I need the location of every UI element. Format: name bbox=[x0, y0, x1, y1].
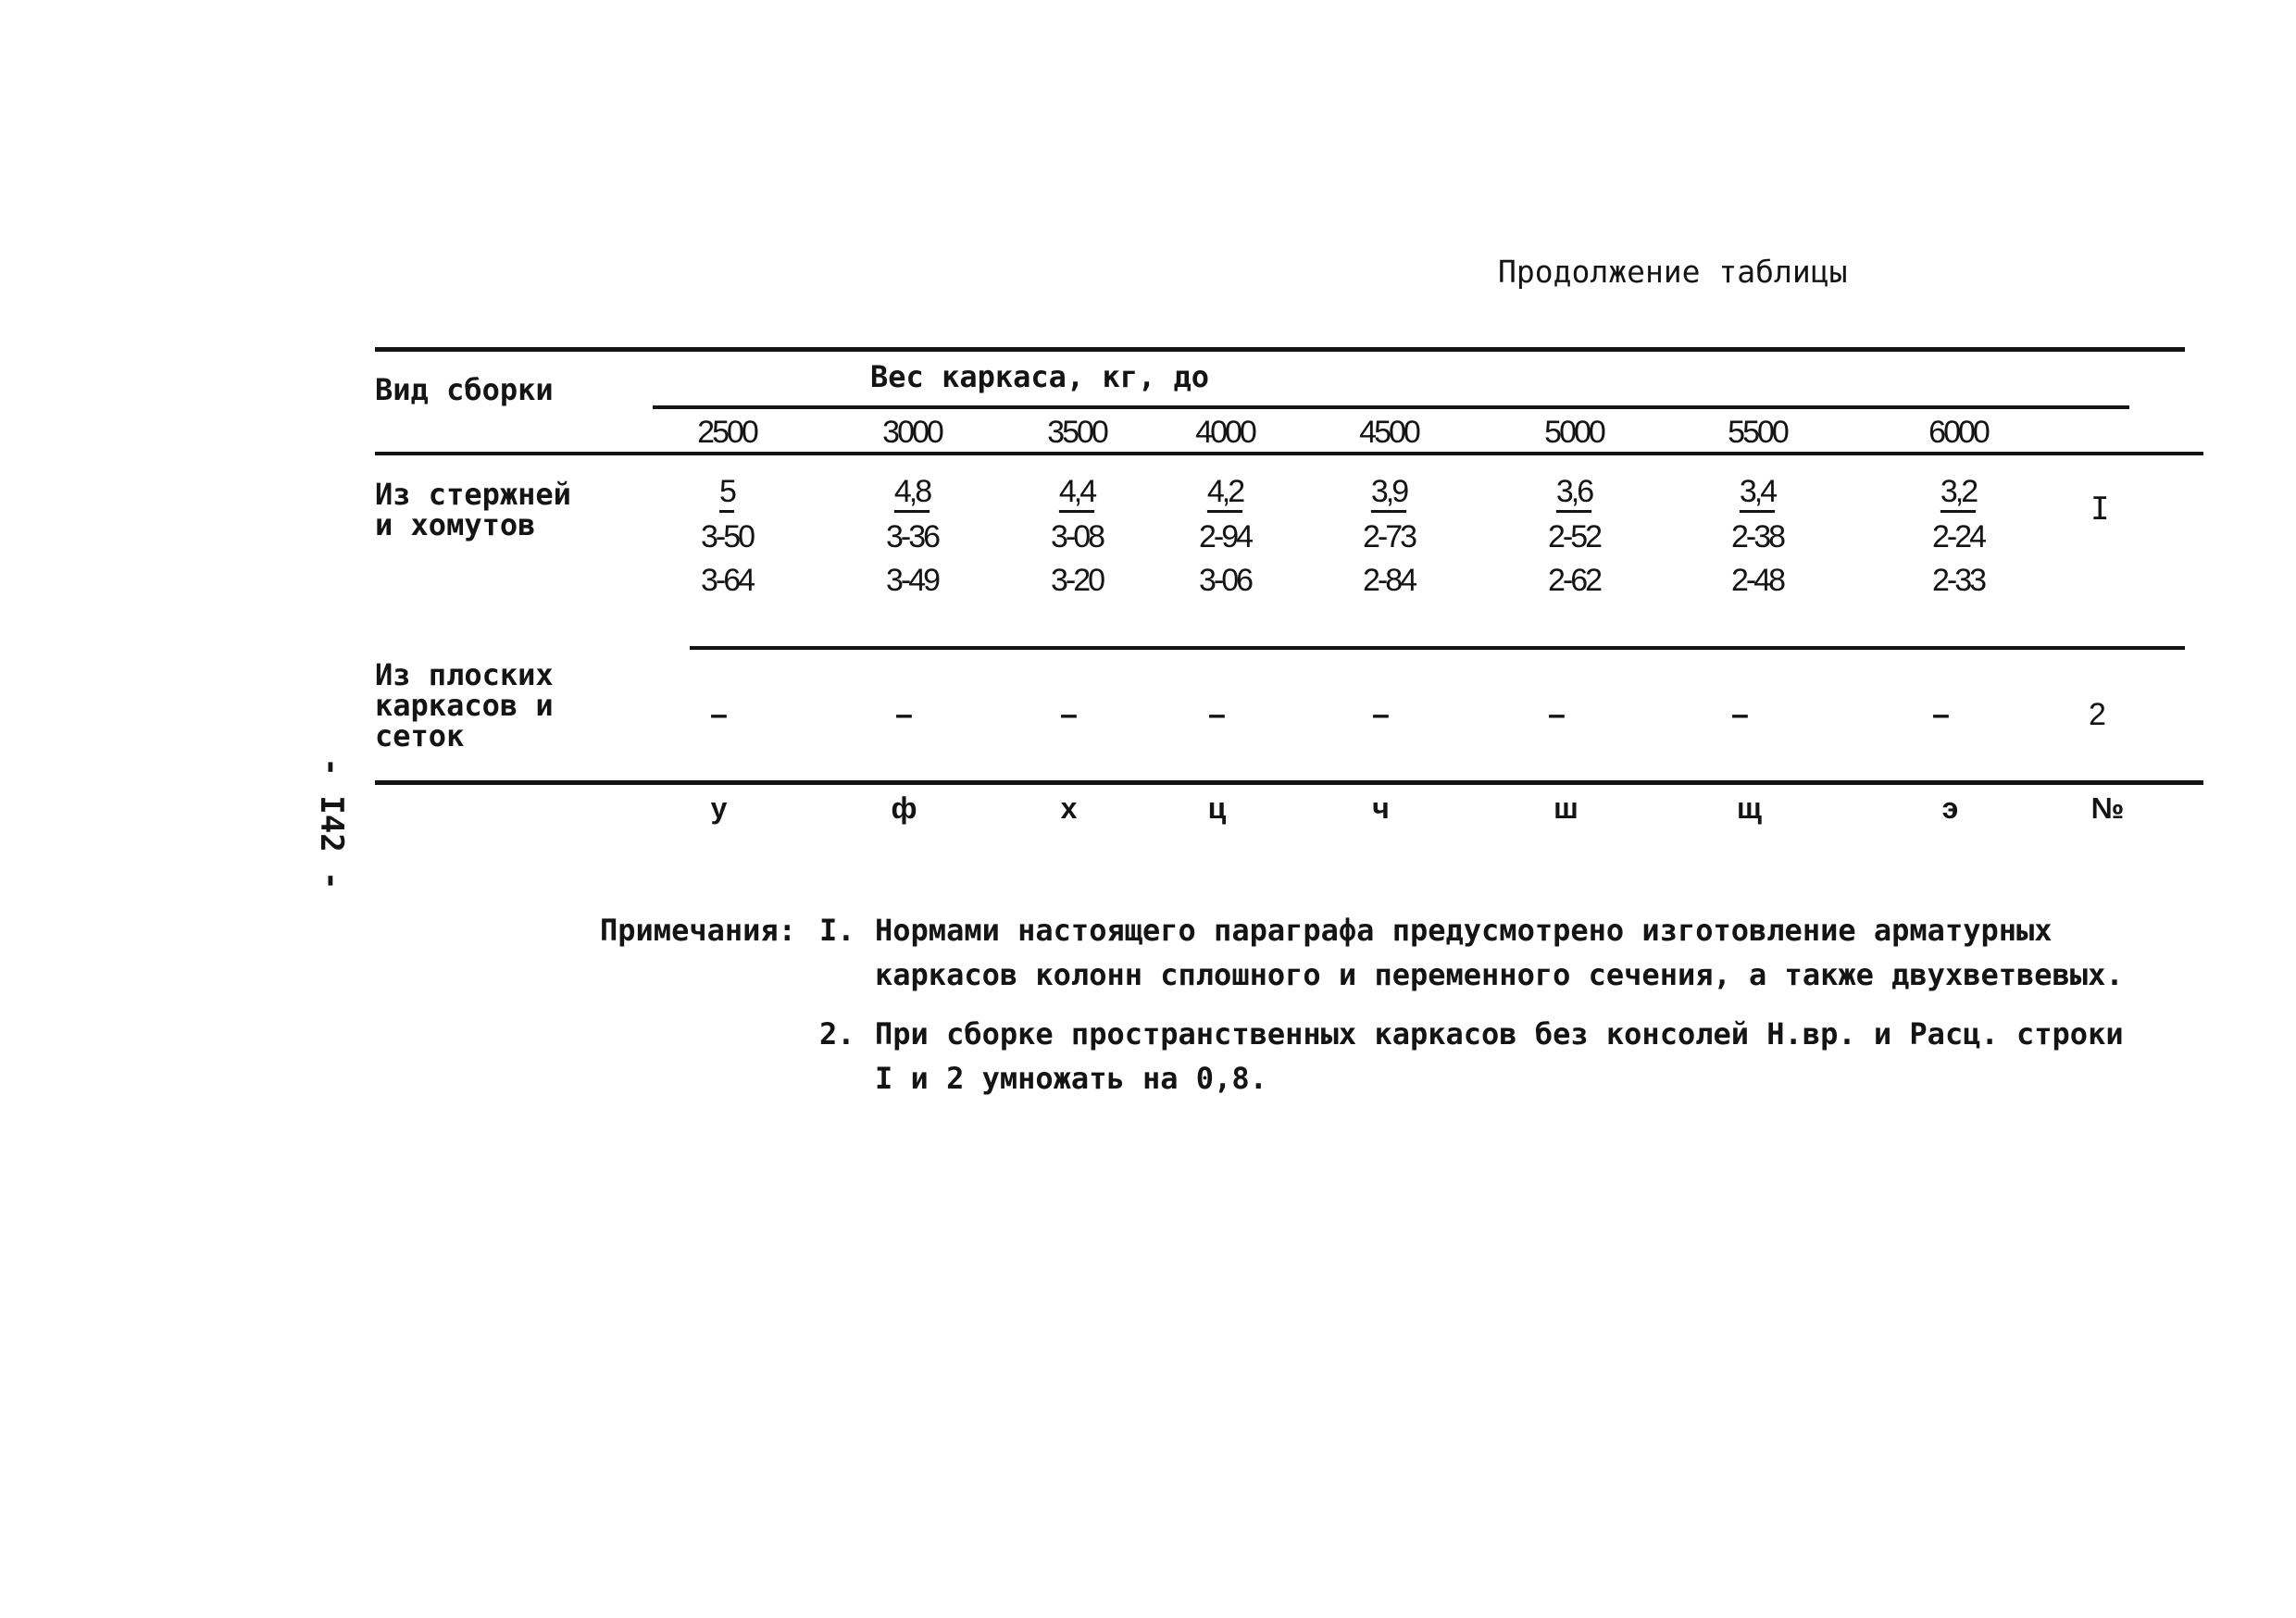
row-label bbox=[375, 657, 554, 753]
empty-value-dash: – bbox=[1060, 697, 1075, 732]
column-header: 2500 bbox=[697, 415, 756, 450]
rate-value: 2-52 bbox=[1547, 519, 1601, 554]
rate-value: 2-48 bbox=[1730, 563, 1784, 598]
rate-value: 2-62 bbox=[1547, 563, 1601, 598]
notes-label: Примечания: bbox=[600, 913, 796, 948]
empty-value-dash: – bbox=[895, 697, 910, 732]
column-letter: ш bbox=[1554, 791, 1576, 825]
header-bottom-rule bbox=[375, 452, 2203, 455]
column-letter: № bbox=[2090, 791, 2122, 825]
rate-value: 2-94 bbox=[1198, 519, 1252, 554]
row-label-header: Вид сборки bbox=[375, 372, 554, 407]
norm-time: 4,4 bbox=[1058, 474, 1095, 509]
column-header: 5500 bbox=[1728, 415, 1787, 450]
norm-time: 4,2 bbox=[1206, 474, 1243, 509]
empty-value-dash: – bbox=[1548, 697, 1563, 732]
norm-time-cell bbox=[1889, 474, 2028, 510]
row-label-line: Из стержней bbox=[375, 477, 571, 512]
empty-value-dash: – bbox=[710, 697, 725, 732]
group-header-rule bbox=[653, 405, 2129, 409]
column-letter: у bbox=[710, 791, 725, 825]
row-label-line: и хомутов bbox=[375, 507, 536, 542]
norm-time-cell bbox=[1688, 474, 1827, 510]
norm-time: 3,9 bbox=[1370, 474, 1407, 509]
column-header: 3000 bbox=[882, 415, 942, 450]
rate-value: 3-64 bbox=[700, 563, 754, 598]
note-number: 2. bbox=[819, 1016, 855, 1052]
column-letter: ф bbox=[891, 791, 915, 825]
norm-time: 3,4 bbox=[1739, 474, 1776, 509]
column-letter: х bbox=[1060, 791, 1075, 825]
column-header: 3500 bbox=[1047, 415, 1106, 450]
rate-value: 3-06 bbox=[1198, 563, 1252, 598]
column-header: 4000 bbox=[1195, 415, 1254, 450]
norm-time: 5 bbox=[719, 474, 734, 509]
rate-value: 3-08 bbox=[1050, 519, 1104, 554]
group-header: Вес каркаса, кг, до bbox=[870, 359, 1210, 394]
rate-value: 3-50 bbox=[700, 519, 754, 554]
norm-time-cell bbox=[657, 474, 796, 510]
column-header: 4500 bbox=[1359, 415, 1418, 450]
note-line: При сборке пространственных каркасов без консолей Н.вр. и Расц. строки bbox=[875, 1016, 2124, 1052]
rate-value: 2-84 bbox=[1362, 563, 1416, 598]
norm-time: 3,2 bbox=[1940, 474, 1977, 509]
column-letter: ч bbox=[1372, 791, 1387, 825]
column-letter: э bbox=[1941, 791, 1956, 825]
column-letter: щ bbox=[1737, 791, 1759, 825]
empty-value-dash: – bbox=[1372, 697, 1387, 732]
continuation-note: Продолжение таблицы bbox=[1498, 254, 1848, 290]
rate-value: 2-73 bbox=[1362, 519, 1416, 554]
row-number: 2 bbox=[2089, 697, 2106, 732]
norm-time: 3,6 bbox=[1555, 474, 1592, 509]
column-letter: ц bbox=[1207, 791, 1224, 825]
norm-time-cell bbox=[1504, 474, 1643, 510]
note-number: I. bbox=[819, 913, 855, 948]
page-number: - I42 - bbox=[313, 757, 350, 890]
rate-value: 2-38 bbox=[1730, 519, 1784, 554]
row-separator-rule bbox=[690, 646, 2185, 650]
row-label-line: каркасов и bbox=[375, 688, 554, 723]
empty-value-dash: – bbox=[1932, 697, 1947, 732]
norm-time-cell bbox=[1007, 474, 1146, 510]
note-line: каркасов колонн сплошного и переменного сечения, а также двухветвевых. bbox=[875, 957, 2124, 992]
norm-time-cell bbox=[1155, 474, 1294, 510]
rate-value: 3-36 bbox=[885, 519, 939, 554]
column-header: 6000 bbox=[1928, 415, 1988, 450]
table-top-rule bbox=[375, 347, 2185, 352]
column-header: 5000 bbox=[1544, 415, 1603, 450]
note-line: Нормами настоящего параграфа предусмотрено изготовление арматурных bbox=[875, 913, 2053, 948]
table-bottom-rule bbox=[375, 780, 2203, 785]
empty-value-dash: – bbox=[1731, 697, 1746, 732]
row-number: I bbox=[2090, 491, 2110, 528]
row-label-line: Из плоских bbox=[375, 657, 554, 692]
row-label bbox=[375, 479, 571, 541]
rate-value: 3-20 bbox=[1050, 563, 1104, 598]
note-line: I и 2 умножать на 0,8. bbox=[875, 1061, 1267, 1096]
rate-value: 3-49 bbox=[885, 563, 939, 598]
rate-value: 2-24 bbox=[1931, 519, 1985, 554]
norm-time-cell bbox=[842, 474, 981, 510]
empty-value-dash: – bbox=[1208, 697, 1223, 732]
row-label-line: сеток bbox=[375, 718, 465, 753]
norm-time: 4,8 bbox=[893, 474, 930, 509]
rate-value: 2-33 bbox=[1931, 563, 1985, 598]
norm-time-cell bbox=[1319, 474, 1458, 510]
